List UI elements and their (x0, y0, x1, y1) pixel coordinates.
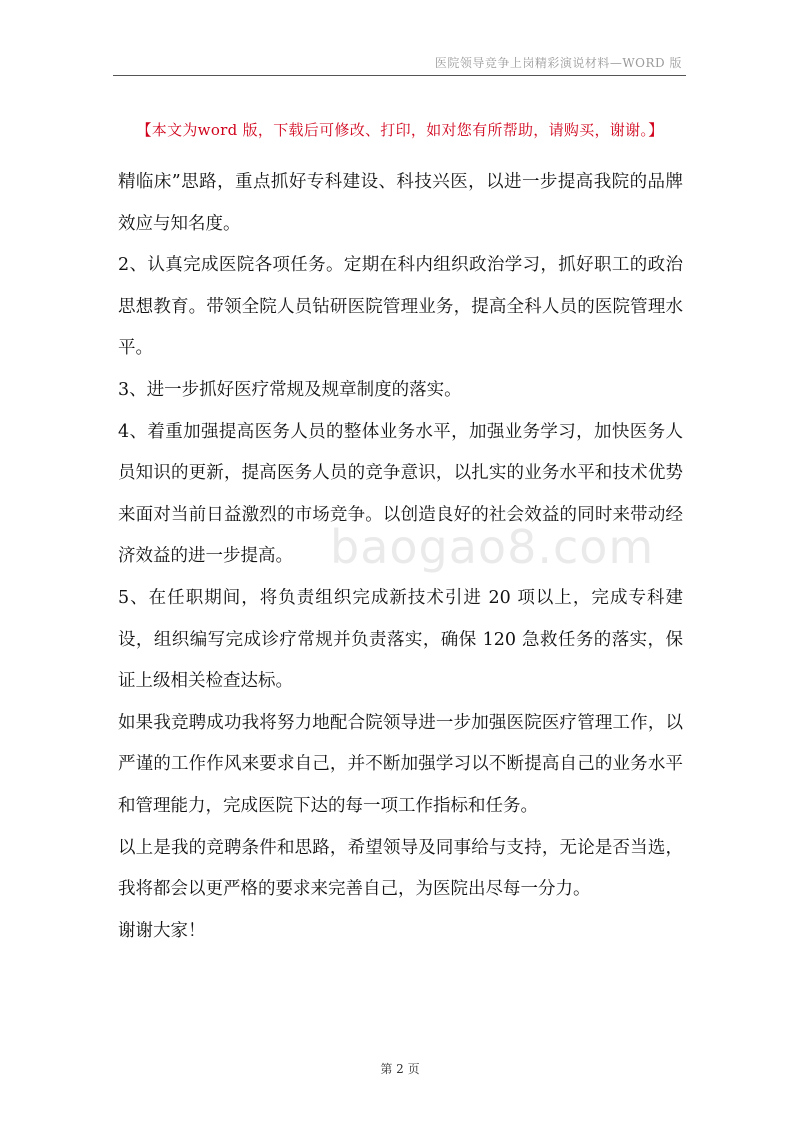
page-number: 第 2 页 (380, 1062, 420, 1076)
document-body (118, 162, 683, 952)
running-header: 医院领导竞争上岗精彩演说材料—WORD 版 (434, 56, 682, 70)
download-notice: 【本文为word 版，下载后可修改、打印，如对您有所帮助，请购买，谢谢。】 (136, 121, 664, 139)
paragraph-3: 3、进一步抓好医疗常规及规章制度的落实。 (118, 379, 462, 400)
paragraph-8: 谢谢大家！ (118, 920, 206, 941)
paragraph-2: 2、认真完成医院各项任务。定期在科内组织政治学习，抓好职工的政治思想教育。带领全院人员钻研医院管理业务，提高全科人员的医院管理水平。 (118, 255, 683, 359)
header-divider (113, 75, 686, 76)
paragraph-5: 5、在任职期间，将负责组织完成新技术引进 20 项以上，完成专科建设，组织编写完成诊疗常规并负责落实，确保 120 急救任务的落实，保证上级相关检查达标。 (118, 587, 683, 692)
paragraph-7: 以上是我的竞聘条件和思路，希望领导及同事给与支持，无论是否当选，我将都会以更严格的要求来完善自己，为医院出尽每一分力。 (118, 837, 683, 900)
paragraph-4: 4、着重加强提高医务人员的整体业务水平，加强业务学习，加快医务人员知识的更新，提高医务人员的竞争意识，以扎实的业务水平和技术优势来面对当前日益激烈的市场竞争。以创造良好的社会效益的同时来带动经济效益的进一步提高。 (118, 421, 683, 567)
watermark: baogao8.com (330, 520, 655, 574)
paragraph-6: 如果我竞聘成功我将努力地配合院领导进一步加强医院医疗管理工作，以严谨的工作作风来要求自己，并不断加强学习以不断提高自己的业务水平和管理能力，完成医院下达的每一项工作指标和任务。 (118, 712, 683, 816)
paragraph-1: 精临床”思路，重点抓好专科建设、科技兴医，以进一步提高我院的品牌效应与知名度。 (118, 172, 683, 234)
